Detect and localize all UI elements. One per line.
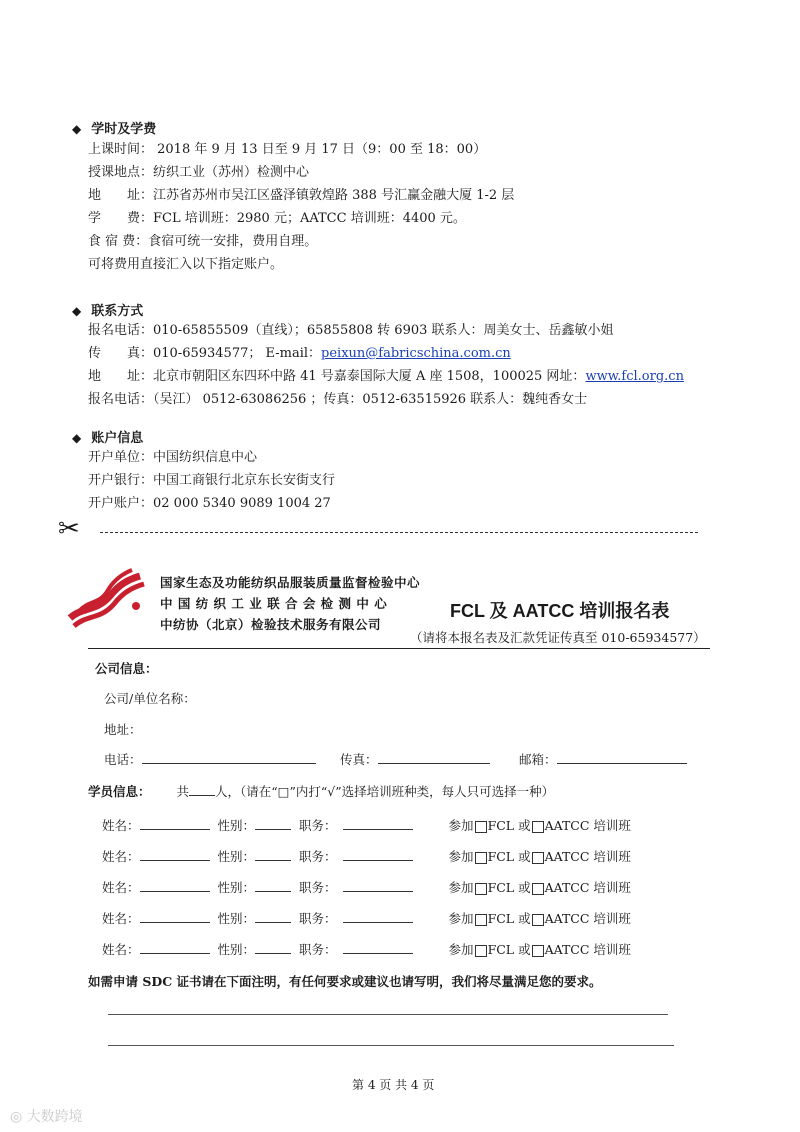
fee-line: 学 费：FCL 培训班：2980 元；AATCC 培训班：4400 元。 xyxy=(88,211,466,226)
student-info-row: 学员信息： 共 人，（请在“□”内打“√”选择培训班种类，每人只可选择一种） xyxy=(88,784,555,799)
company-address-label: 地址： xyxy=(104,722,142,737)
aatcc-option-label: AATCC 培训班 xyxy=(544,818,631,833)
lodging-line: 食 宿 费：食宿可统一安排，费用自理。 xyxy=(88,234,318,249)
position-label: 职务： xyxy=(299,880,337,895)
fcl-option-label: FCL 或 xyxy=(487,911,531,926)
name-input[interactable] xyxy=(140,817,210,830)
name-label: 姓名： xyxy=(102,849,140,864)
aatcc-option-label: AATCC 培训班 xyxy=(544,849,631,864)
position-input[interactable] xyxy=(343,879,413,892)
fcl-option-label: FCL 或 xyxy=(487,818,531,833)
org-name-1: 国家生态及功能纺织品服装质量监督检验中心 xyxy=(160,575,421,590)
section-heading-contact: ◆ 联系方式 xyxy=(72,304,144,319)
fcl-checkbox[interactable] xyxy=(475,945,487,957)
cut-line-divider xyxy=(100,532,698,533)
organization-logo-icon xyxy=(66,568,148,628)
fcl-checkbox[interactable] xyxy=(475,852,487,864)
aatcc-option-label: AATCC 培训班 xyxy=(544,911,631,926)
phone-field-row: 电话： xyxy=(104,750,316,768)
fax-field-row: 传真： xyxy=(340,750,490,768)
org-name-3: 中纺协（北京）检验技术服务有限公司 xyxy=(160,617,382,632)
aatcc-option-label: AATCC 培训班 xyxy=(544,880,631,895)
aatcc-checkbox[interactable] xyxy=(532,945,544,957)
account-number-line: 开户账户：02 000 5340 9089 1004 27 xyxy=(88,496,331,511)
student-row xyxy=(102,847,631,865)
diamond-bullet-icon: ◆ xyxy=(72,431,82,445)
watermark: ◎ 大数跨境 xyxy=(10,1109,83,1125)
gender-input[interactable] xyxy=(255,848,291,861)
position-input[interactable] xyxy=(343,848,413,861)
section-heading-account: ◆ 账户信息 xyxy=(72,431,144,446)
class-time-line: 上课时间： 2018 年 9 月 13 日至 9 月 17 日（9：00 至 18：00） xyxy=(88,142,487,157)
watermark-logo-icon: ◎ xyxy=(10,1109,23,1125)
position-label: 职务： xyxy=(299,849,337,864)
attend-prefix: 参加 xyxy=(448,880,474,895)
aatcc-checkbox[interactable] xyxy=(532,914,544,926)
diamond-bullet-icon: ◆ xyxy=(72,122,82,136)
position-label: 职务： xyxy=(299,818,337,833)
attend-prefix: 参加 xyxy=(448,849,474,864)
aatcc-checkbox[interactable] xyxy=(532,852,544,864)
form-title: FCL 及 AATCC 培训报名表 xyxy=(450,601,670,621)
student-info-heading: 学员信息： xyxy=(88,784,151,799)
position-input[interactable] xyxy=(343,941,413,954)
name-label: 姓名： xyxy=(102,942,140,957)
org-name-2: 中 国 纺 织 工 业 联 合 会 检 测 中 心 xyxy=(160,596,388,611)
phone-input[interactable] xyxy=(142,751,316,764)
wujiang-contact-line: 报名电话：（吴江） 0512-63086256 ；传真：0512-63515926 联系人：魏纯香女士 xyxy=(88,392,588,407)
email-link[interactable]: peixun@fabricschina.com.cn xyxy=(321,346,511,361)
gender-label: 性别： xyxy=(217,818,256,833)
name-label: 姓名： xyxy=(102,880,140,895)
name-input[interactable] xyxy=(140,941,210,954)
gender-label: 性别： xyxy=(217,880,256,895)
student-row xyxy=(102,878,631,896)
scissors-icon: ✂ xyxy=(58,514,80,544)
payment-note-line: 可将费用直接汇入以下指定账户。 xyxy=(88,257,284,272)
address-line: 地 址：江苏省苏州市吴江区盛泽镇敦煌路 388 号汇赢金融大厦 1-2 层 xyxy=(88,188,515,203)
fax-note: （请将本报名表及汇款凭证传真至 010-65934577） xyxy=(410,630,706,645)
aatcc-checkbox[interactable] xyxy=(532,821,544,833)
fcl-option-label: FCL 或 xyxy=(487,942,531,957)
account-holder-line: 开户单位：中国纺织信息中心 xyxy=(88,450,258,465)
contact-phone-line: 报名电话：010-65855509（直线）；65855808 转 6903 联系人：周美女士、岳鑫敏小姐 xyxy=(88,323,614,338)
contact-fax-email-line: 传 真：010-65934577； E-mail：peixun@fabricschina.com.cn xyxy=(88,346,511,361)
remarks-line-2[interactable] xyxy=(108,1045,674,1046)
page-number: 第 4 页 共 4 页 xyxy=(352,1078,435,1092)
gender-label: 性别： xyxy=(217,849,256,864)
name-input[interactable] xyxy=(140,848,210,861)
fcl-option-label: FCL 或 xyxy=(487,880,531,895)
name-input[interactable] xyxy=(140,879,210,892)
remarks-line-1[interactable] xyxy=(108,1014,668,1015)
student-row xyxy=(102,909,631,927)
section-heading-tuition: ◆ 学时及学费 xyxy=(72,122,157,137)
company-info-heading: 公司信息： xyxy=(95,661,158,676)
fcl-checkbox[interactable] xyxy=(475,883,487,895)
attend-prefix: 参加 xyxy=(448,942,474,957)
gender-label: 性别： xyxy=(217,942,256,957)
name-label: 姓名： xyxy=(102,818,140,833)
fcl-checkbox[interactable] xyxy=(475,821,487,833)
aatcc-option-label: AATCC 培训班 xyxy=(544,942,631,957)
venue-line: 授课地点：纺织工业（苏州）检测中心 xyxy=(88,165,310,180)
email-input[interactable] xyxy=(557,751,687,764)
gender-input[interactable] xyxy=(255,910,291,923)
student-row xyxy=(102,816,631,834)
company-name-label: 公司/单位名称： xyxy=(104,691,196,706)
position-label: 职务： xyxy=(299,911,337,926)
gender-input[interactable] xyxy=(255,817,291,830)
account-bank-line: 开户银行：中国工商银行北京东长安街支行 xyxy=(88,473,336,488)
header-divider xyxy=(88,648,710,649)
name-label: 姓名： xyxy=(102,911,140,926)
position-input[interactable] xyxy=(343,817,413,830)
fax-input[interactable] xyxy=(378,751,490,764)
fcl-option-label: FCL 或 xyxy=(487,849,531,864)
student-count-input[interactable] xyxy=(189,783,215,796)
aatcc-checkbox[interactable] xyxy=(532,883,544,895)
gender-input[interactable] xyxy=(255,879,291,892)
name-input[interactable] xyxy=(140,910,210,923)
attend-prefix: 参加 xyxy=(448,818,474,833)
attend-prefix: 参加 xyxy=(448,911,474,926)
position-input[interactable] xyxy=(343,910,413,923)
website-link[interactable]: www.fcl.org.cn xyxy=(585,369,684,384)
position-label: 职务： xyxy=(299,942,337,957)
diamond-bullet-icon: ◆ xyxy=(72,304,82,318)
gender-input[interactable] xyxy=(255,941,291,954)
sdc-note: 如需申请 SDC 证书请在下面注明，有任何要求或建议也请写明，我们将尽量满足您的要求。 xyxy=(88,974,602,989)
fcl-checkbox[interactable] xyxy=(475,914,487,926)
student-row xyxy=(102,940,631,958)
contact-address-line: 地 址：北京市朝阳区东四环中路 41 号嘉泰国际大厦 A 座 1508，100025 网址：www.fcl.org.cn xyxy=(88,369,684,384)
email-field-row: 邮箱： xyxy=(519,750,687,768)
gender-label: 性别： xyxy=(217,911,256,926)
